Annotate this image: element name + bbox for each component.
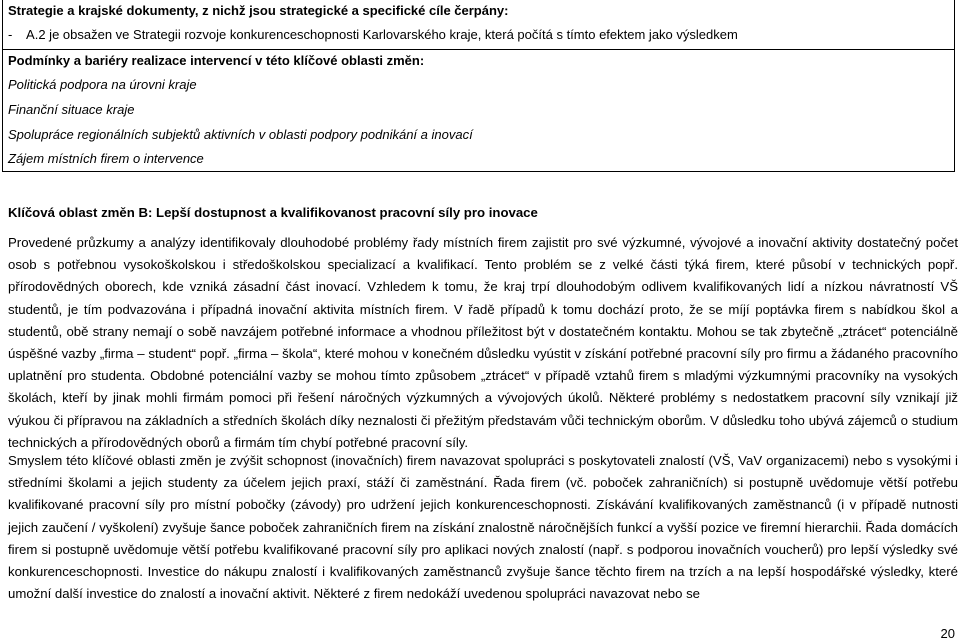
strategy-box-title: Strategie a krajské dokumenty, z nichž jsou strategické a specifické cíle čerpány: (8, 3, 509, 18)
body-paragraph: Provedené průzkumy a analýzy identifikovaly dlouhodobé problémy řady místních firem zajistit pro své výzkumné, vývojové a inovační aktivity dostatečný počet osob s potřebnou vysokoškolskou i středoškolskou specializací a kvalifikací. Tento problém se z velké části týká firem, které působí v technických popř. přírodovědných oborech, kde vzniká zásadní část inovací. Vzhledem k tomu, že kraj trpí dlouhodobým odlivem kvalifikovaných lidí a nízkou návratností VŠ studentů, je tím podvazována i případná inovační aktivita místních firem. V řadě případů k tomu dochází proto, že se míjí poptávka firem s nabídkou škol a studentů, obě strany nemají o sobě navzájem potřebné informace a vhodnou příležitost být v dostatečném kontaktu. Mohou se tak zbytečně „ztrácet“ potenciálně úspěšné vazby „firma – student“ popř. „firma – škola“, které mohou v konečném důsledku vyústit v získání potřebné pracovní síly pro firmu a žádaného pracovního uplatnění pro studenta. Obdobné potenciální vazby se mohou tímto způsobem „ztrácet“ v případě vztahů firem s mladými výzkumnými pracovníky na vysokých školách, kteří by jinak mohli firmám pomoci při řešení náročných výzkumných a vývojových úkolů. Některé problémy s nedostatkem pracovní síly vznikají již výukou či přípravou na základních a středních školách díky neznalosti či přežitým představám vůči technickým oborům. V důsledku toho ubývá zájemců o studium technických a přírodovědných oborů a firmám tím chybí potřebné pracovní síly. (8, 235, 958, 450)
condition-item: Finanční situace kraje (8, 102, 135, 117)
page-number: 20 (940, 626, 955, 641)
condition-item: Spolupráce regionálních subjektů aktivních v oblasti podpory podnikání a inovací (8, 127, 473, 142)
strategy-item: - A.2 je obsažen ve Strategii rozvoje konkurenceschopnosti Karlovarského kraje, která počítá s tímto efektem jako výsledkem (8, 27, 738, 42)
condition-item: Zájem místních firem o intervence (8, 151, 204, 166)
body-paragraph: Smyslem této klíčové oblasti změn je zvýšit schopnost (inovačních) firem navazovat spolupráci s poskytovateli znalostí (VŠ, VaV organizacemi) nebo s vysokými i středními školami a jejich studenty za účelem jejich praxí, stáží či zaměstnání. Řada firem (vč. poboček zahraničních) si postupně uvědomuje větší potřebu kvalifikované pracovní síly pro místní pobočky (závody) pro udržení jejich konkurenceschopnosti. Získávání kvalifikovaných zaměstnanců (i v případě nutnosti jejich zaučení / vyškolení) zvyšuje šance poboček zahraničních firem na získání znalostně náročnějších funkcí a vyšší pozice ve firemní hierarchii. Řada domácích firem si postupně uvědomuje větší potřebu kvalifikované pracovní síly pro aplikaci nových znalostí (např. s podporou inovačních voucherů) pro lepší výsledky své konkurenceschopnosti. Investice do nákupu znalostí i kvalifikovaných zaměstnanců zvyšuje šance těchto firem na trzích a na lepší hospodářské výsledky, které umožní další investice do znalostí a inovační aktivit. Některé z firem nedokáží uvedenou spolupráci navazovat nebo se (8, 453, 958, 602)
conditions-title: Podmínky a bariéry realizace intervencí v této klíčové oblasti změn: (8, 53, 425, 68)
condition-item: Politická podpora na úrovni kraje (8, 77, 197, 92)
section-heading: Klíčová oblast změn B: Lepší dostupnost a kvalifikovanost pracovní síly pro inovace (8, 205, 538, 220)
